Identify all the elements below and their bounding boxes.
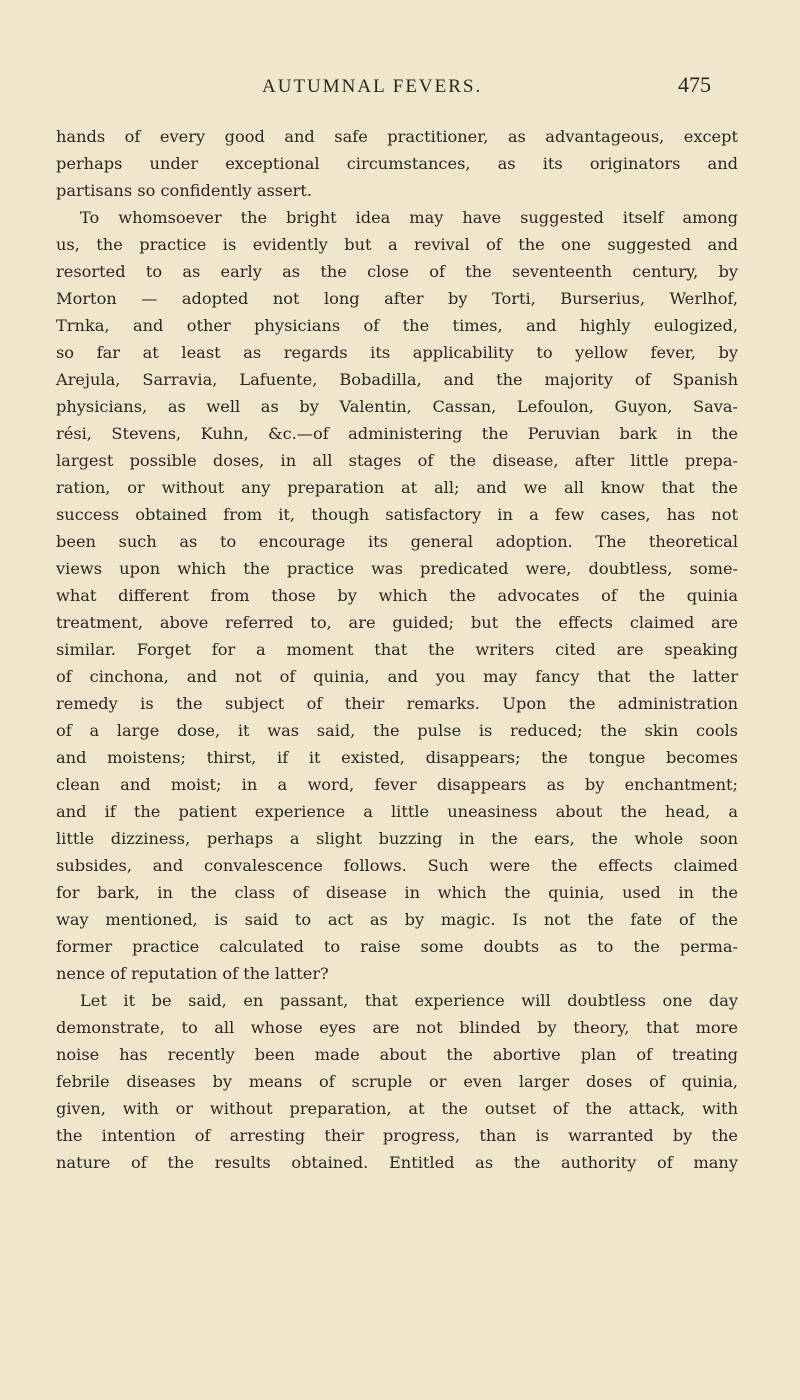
text-line: of a large dose, it was said, the pulse is reduced; the skin cools: [56, 721, 738, 740]
text-line: and if the patient experience a little uneasiness about the head, a: [56, 802, 738, 821]
text-line: so far at least as regards its applicability to yellow fever, by: [56, 343, 738, 362]
text-line: success obtained from it, though satisfactory in a few cases, has not: [56, 505, 738, 524]
text-line: been such as to encourage its general adoption. The theoretical: [56, 532, 738, 551]
text-line: and moistens; thirst, if it existed, disappears; the tongue becomes: [56, 748, 738, 767]
text-line: of cinchona, and not of quinia, and you may fancy that the latter: [56, 667, 738, 686]
text-line: treatment, above referred to, are guided; but the effects claimed are: [56, 613, 738, 632]
text-line: Arejula, Sarravia, Lafuente, Bobadilla, and the majority of Spanish: [56, 370, 738, 389]
text-line: what different from those by which the advocates of the quinia: [56, 586, 738, 605]
text-line: given, with or without preparation, at the outset of the attack, with: [56, 1099, 738, 1118]
text-line: us, the practice is evidently but a revival of the one suggested and: [56, 235, 738, 254]
text-line: nature of the results obtained. Entitled as the authority of many: [56, 1153, 738, 1172]
text-line: noise has recently been made about the abortive plan of treating: [56, 1045, 738, 1064]
text-line: To whomsoever the bright idea may have suggested itself among: [80, 208, 738, 227]
text-line: little dizziness, perhaps a slight buzzing in the ears, the whole soon: [56, 829, 738, 848]
text-line: demonstrate, to all whose eyes are not blinded by theory, that more: [56, 1018, 738, 1037]
page-number: 475: [678, 72, 711, 97]
text-line: rési, Stevens, Kuhn, &c.—of administering the Peruvian bark in the: [56, 424, 738, 443]
text-line: resorted to as early as the close of the seventeenth century, by: [56, 262, 738, 281]
text-line: the intention of arresting their progress, than is warranted by the: [56, 1126, 738, 1145]
text-line: former practice calculated to raise some doubts as to the perma-: [56, 937, 738, 956]
text-line: Morton — adopted not long after by Torti, Burserius, Werlhof,: [56, 289, 738, 308]
text-line: clean and moist; in a word, fever disappears as by enchantment;: [56, 775, 738, 794]
text-line: way mentioned, is said to act as by magic. Is not the fate of the: [56, 910, 738, 929]
text-line: nence of reputation of the latter?: [56, 964, 329, 983]
text-line: physicians, as well as by Valentin, Cassan, Lefoulon, Guyon, Sava-: [56, 397, 738, 416]
text-line: Trnka, and other physicians of the times, and highly eulogized,: [56, 316, 738, 335]
text-line: similar. Forget for a moment that the writers cited are speaking: [56, 640, 738, 659]
text-line: hands of every good and safe practitioner, as advantageous, except: [56, 127, 738, 146]
running-head-title: AUTUMNAL FEVERS.: [262, 76, 483, 97]
text-line: views upon which the practice was predicated were, doubtless, some-: [56, 559, 738, 578]
text-line: remedy is the subject of their remarks. Upon the administration: [56, 694, 738, 713]
text-line: largest possible doses, in all stages of the disease, after little prepa-: [56, 451, 738, 470]
text-line: partisans so confidently assert.: [56, 181, 313, 200]
text-line: febrile diseases by means of scruple or even larger doses of quinia,: [56, 1072, 738, 1091]
text-line: ration, or without any preparation at all; and we all know that the: [56, 478, 738, 497]
text-line: for bark, in the class of disease in which the quinia, used in the: [56, 883, 738, 902]
text-line: Let it be said, en passant, that experience will doubtless one day: [80, 991, 738, 1010]
text-line: subsides, and convalescence follows. Such were the effects claimed: [56, 856, 738, 875]
text-line: perhaps under exceptional circumstances, as its originators and: [56, 154, 738, 173]
